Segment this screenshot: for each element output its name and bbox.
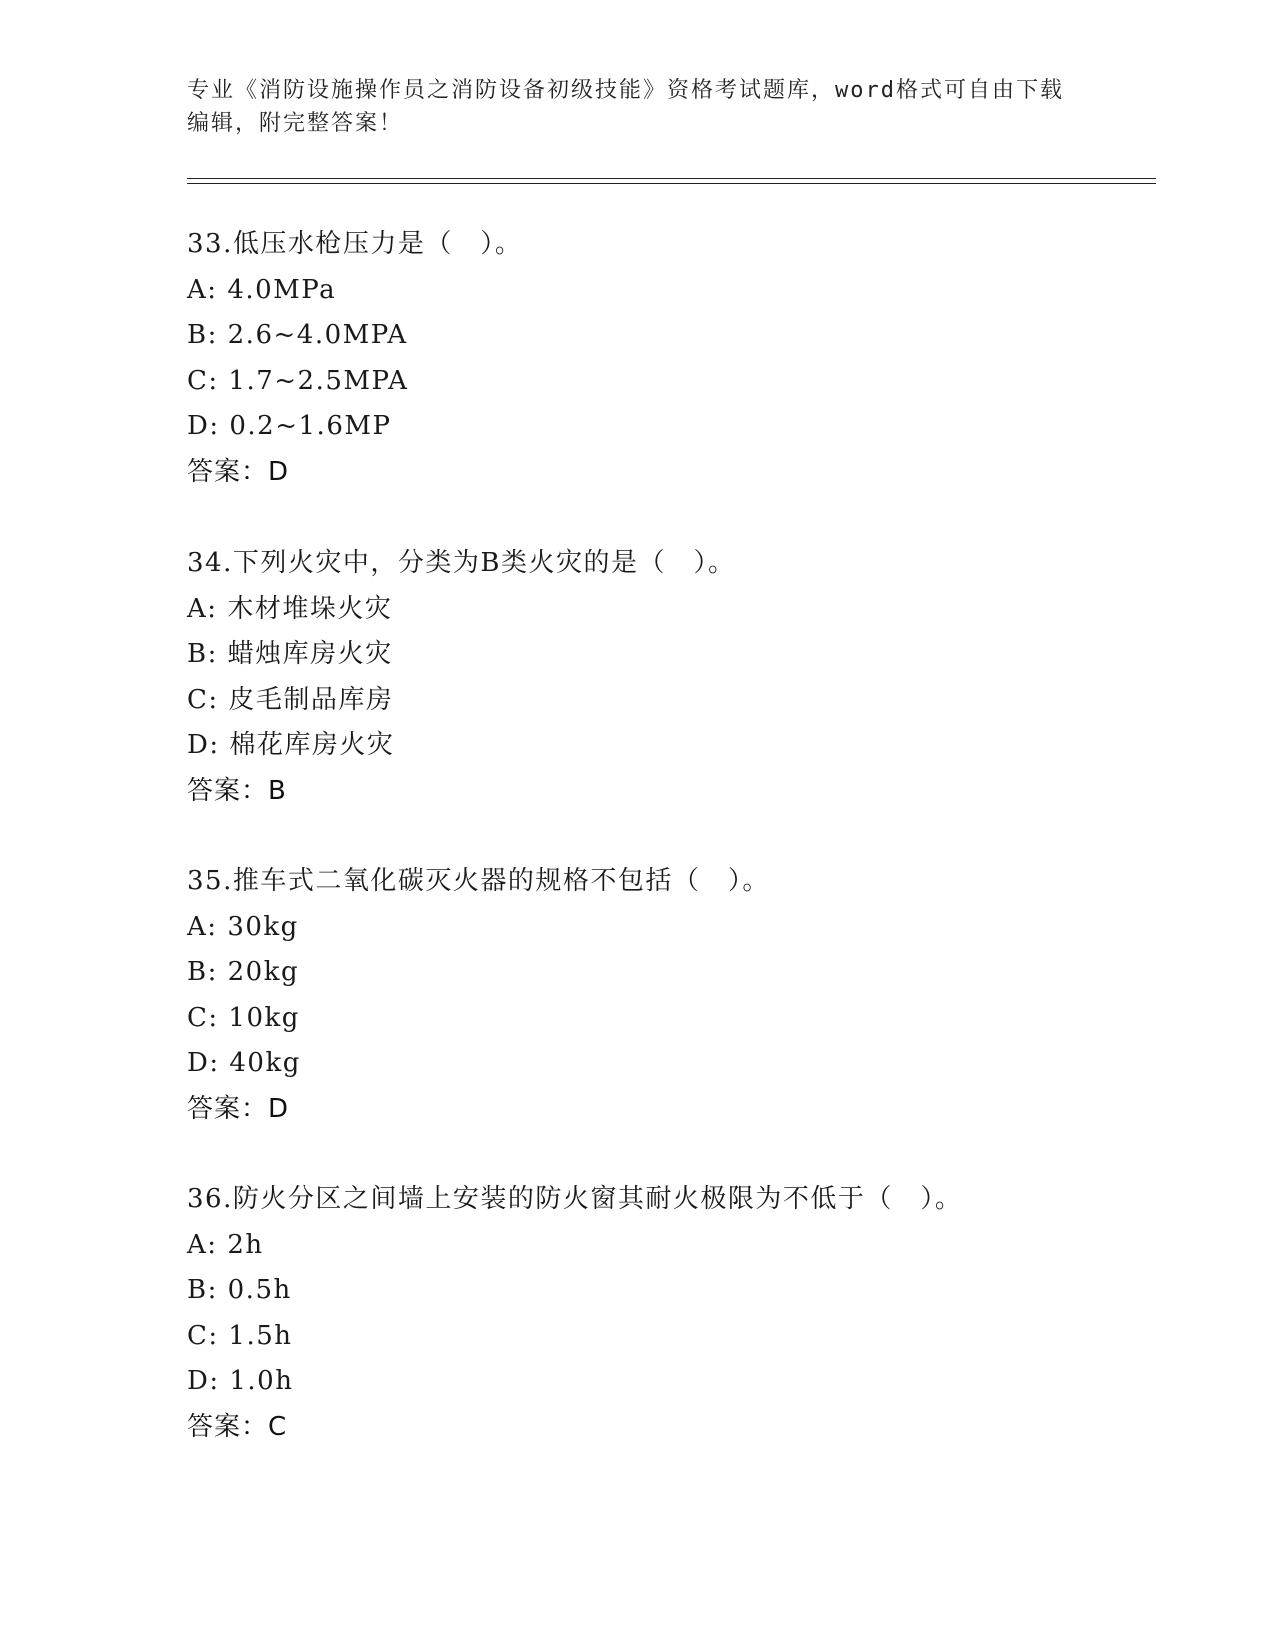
- option-c: [187, 996, 1187, 1042]
- option-letter: D:: [187, 730, 220, 760]
- option-letter: C:: [187, 1002, 219, 1033]
- answer-line: 答案：D: [187, 456, 290, 487]
- option-d: [187, 404, 1187, 450]
- option-text: 40kg: [229, 1048, 301, 1078]
- question-35: [187, 859, 1187, 1132]
- option-letter: B:: [187, 320, 218, 350]
- option-letter: C:: [187, 684, 219, 715]
- option-a: [187, 1223, 1187, 1269]
- option-text: 2.6~4.0MPA: [227, 320, 408, 350]
- option-text: 30kg: [227, 911, 299, 942]
- option-letter: D:: [187, 411, 220, 441]
- option-text: 10kg: [228, 1002, 300, 1033]
- option-d: [187, 1359, 1187, 1405]
- option-text: 木材堆垛火灾: [227, 593, 393, 624]
- header-rule-bottom: [187, 183, 1156, 184]
- question-34: [187, 541, 1187, 814]
- option-letter: B:: [187, 639, 218, 669]
- option-text: 1.0h: [229, 1366, 294, 1396]
- option-c: [187, 1314, 1187, 1360]
- question-stem: 35.推车式二氧化碳灭火器的规格不包括（ ）。: [187, 866, 770, 896]
- question-stem: 36.防火分区之间墙上安装的防火窗其耐火极限为不低于（ ）。: [187, 1184, 963, 1214]
- option-a: [187, 587, 1187, 633]
- option-text: 2h: [227, 1229, 264, 1260]
- question-33: [187, 222, 1187, 495]
- option-a: [187, 905, 1187, 951]
- option-text: 20kg: [227, 957, 300, 987]
- option-c: [187, 359, 1187, 405]
- answer-line: 答案：D: [187, 1093, 290, 1124]
- option-letter: B:: [187, 1275, 218, 1305]
- question-36: [187, 1177, 1187, 1450]
- option-d: [187, 1041, 1187, 1087]
- option-text: 4.0MPa: [227, 274, 337, 305]
- option-letter: D:: [187, 1048, 220, 1078]
- option-c: [187, 678, 1187, 724]
- option-b: [187, 950, 1187, 996]
- header-rule-top: [187, 178, 1156, 179]
- option-a: [187, 268, 1187, 314]
- option-letter: A:: [187, 274, 218, 305]
- option-b: [187, 313, 1187, 359]
- option-text: 1.7~2.5MPA: [228, 365, 409, 396]
- question-stem: 33.低压水枪压力是（ ）。: [187, 229, 523, 259]
- option-letter: A:: [187, 911, 218, 942]
- option-letter: A:: [187, 1229, 218, 1260]
- option-letter: B:: [187, 957, 218, 987]
- option-letter: C:: [187, 1320, 219, 1351]
- option-text: 1.5h: [228, 1320, 293, 1351]
- option-letter: D:: [187, 1366, 220, 1396]
- option-text: 0.2~1.6MP: [229, 411, 392, 441]
- option-letter: A:: [187, 593, 218, 624]
- option-text: 0.5h: [227, 1275, 292, 1305]
- option-text: 棉花库房火灾: [229, 730, 395, 760]
- option-b: [187, 1268, 1187, 1314]
- option-d: [187, 723, 1187, 769]
- question-stem: 34.下列火灾中，分类为B类火灾的是（ ）。: [187, 548, 736, 578]
- answer-line: 答案：C: [187, 1411, 288, 1442]
- option-b: [187, 632, 1187, 678]
- document-header: 专业《消防设施操作员之消防设备初级技能》资格考试题库，word格式可自由下载编辑，附完整答案！: [187, 78, 1064, 136]
- option-text: 皮毛制品库房: [228, 684, 394, 715]
- option-text: 蜡烛库房火灾: [227, 639, 393, 669]
- option-letter: C:: [187, 365, 219, 396]
- answer-line: 答案：B: [187, 775, 287, 806]
